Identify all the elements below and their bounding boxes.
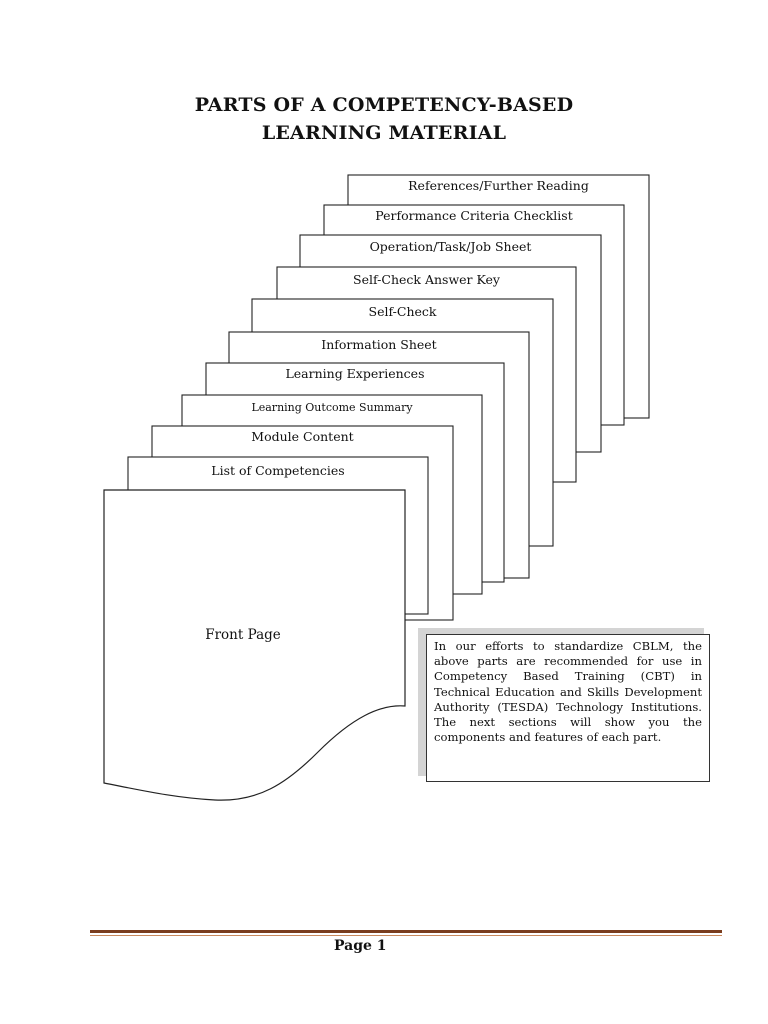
title-line-1: PARTS OF A COMPETENCY-BASED: [194, 94, 574, 116]
page-label: Learning Outcome Summary: [251, 401, 413, 414]
page-label: Performance Criteria Checklist: [375, 208, 573, 223]
page-label: References/Further Reading: [408, 178, 589, 193]
page-label: List of Competencies: [211, 463, 345, 478]
front-page: [104, 490, 405, 800]
page-label: Self-Check: [368, 304, 437, 319]
footer-rule-thin: [90, 935, 722, 936]
page-label: Operation/Task/Job Sheet: [369, 239, 532, 254]
note-box: In our efforts to standardize CBLM, the above parts are recommended for use in Competency Based Training (CBT) in Technical Education and Skills Development Authority (TESDA) Technology Institutions. The next sections will show you the components and features of each part.: [426, 634, 710, 782]
front-page-shape: [104, 490, 405, 800]
front-page-label: Front Page: [205, 627, 281, 643]
page-label: Information Sheet: [321, 337, 437, 352]
page-number: Page 1: [334, 938, 387, 954]
page-label: Learning Experiences: [285, 366, 425, 381]
page-label: Module Content: [251, 429, 354, 444]
page-label: Self-Check Answer Key: [353, 272, 500, 287]
footer-rule: [90, 930, 722, 933]
title-line-2: LEARNING MATERIAL: [261, 122, 507, 144]
